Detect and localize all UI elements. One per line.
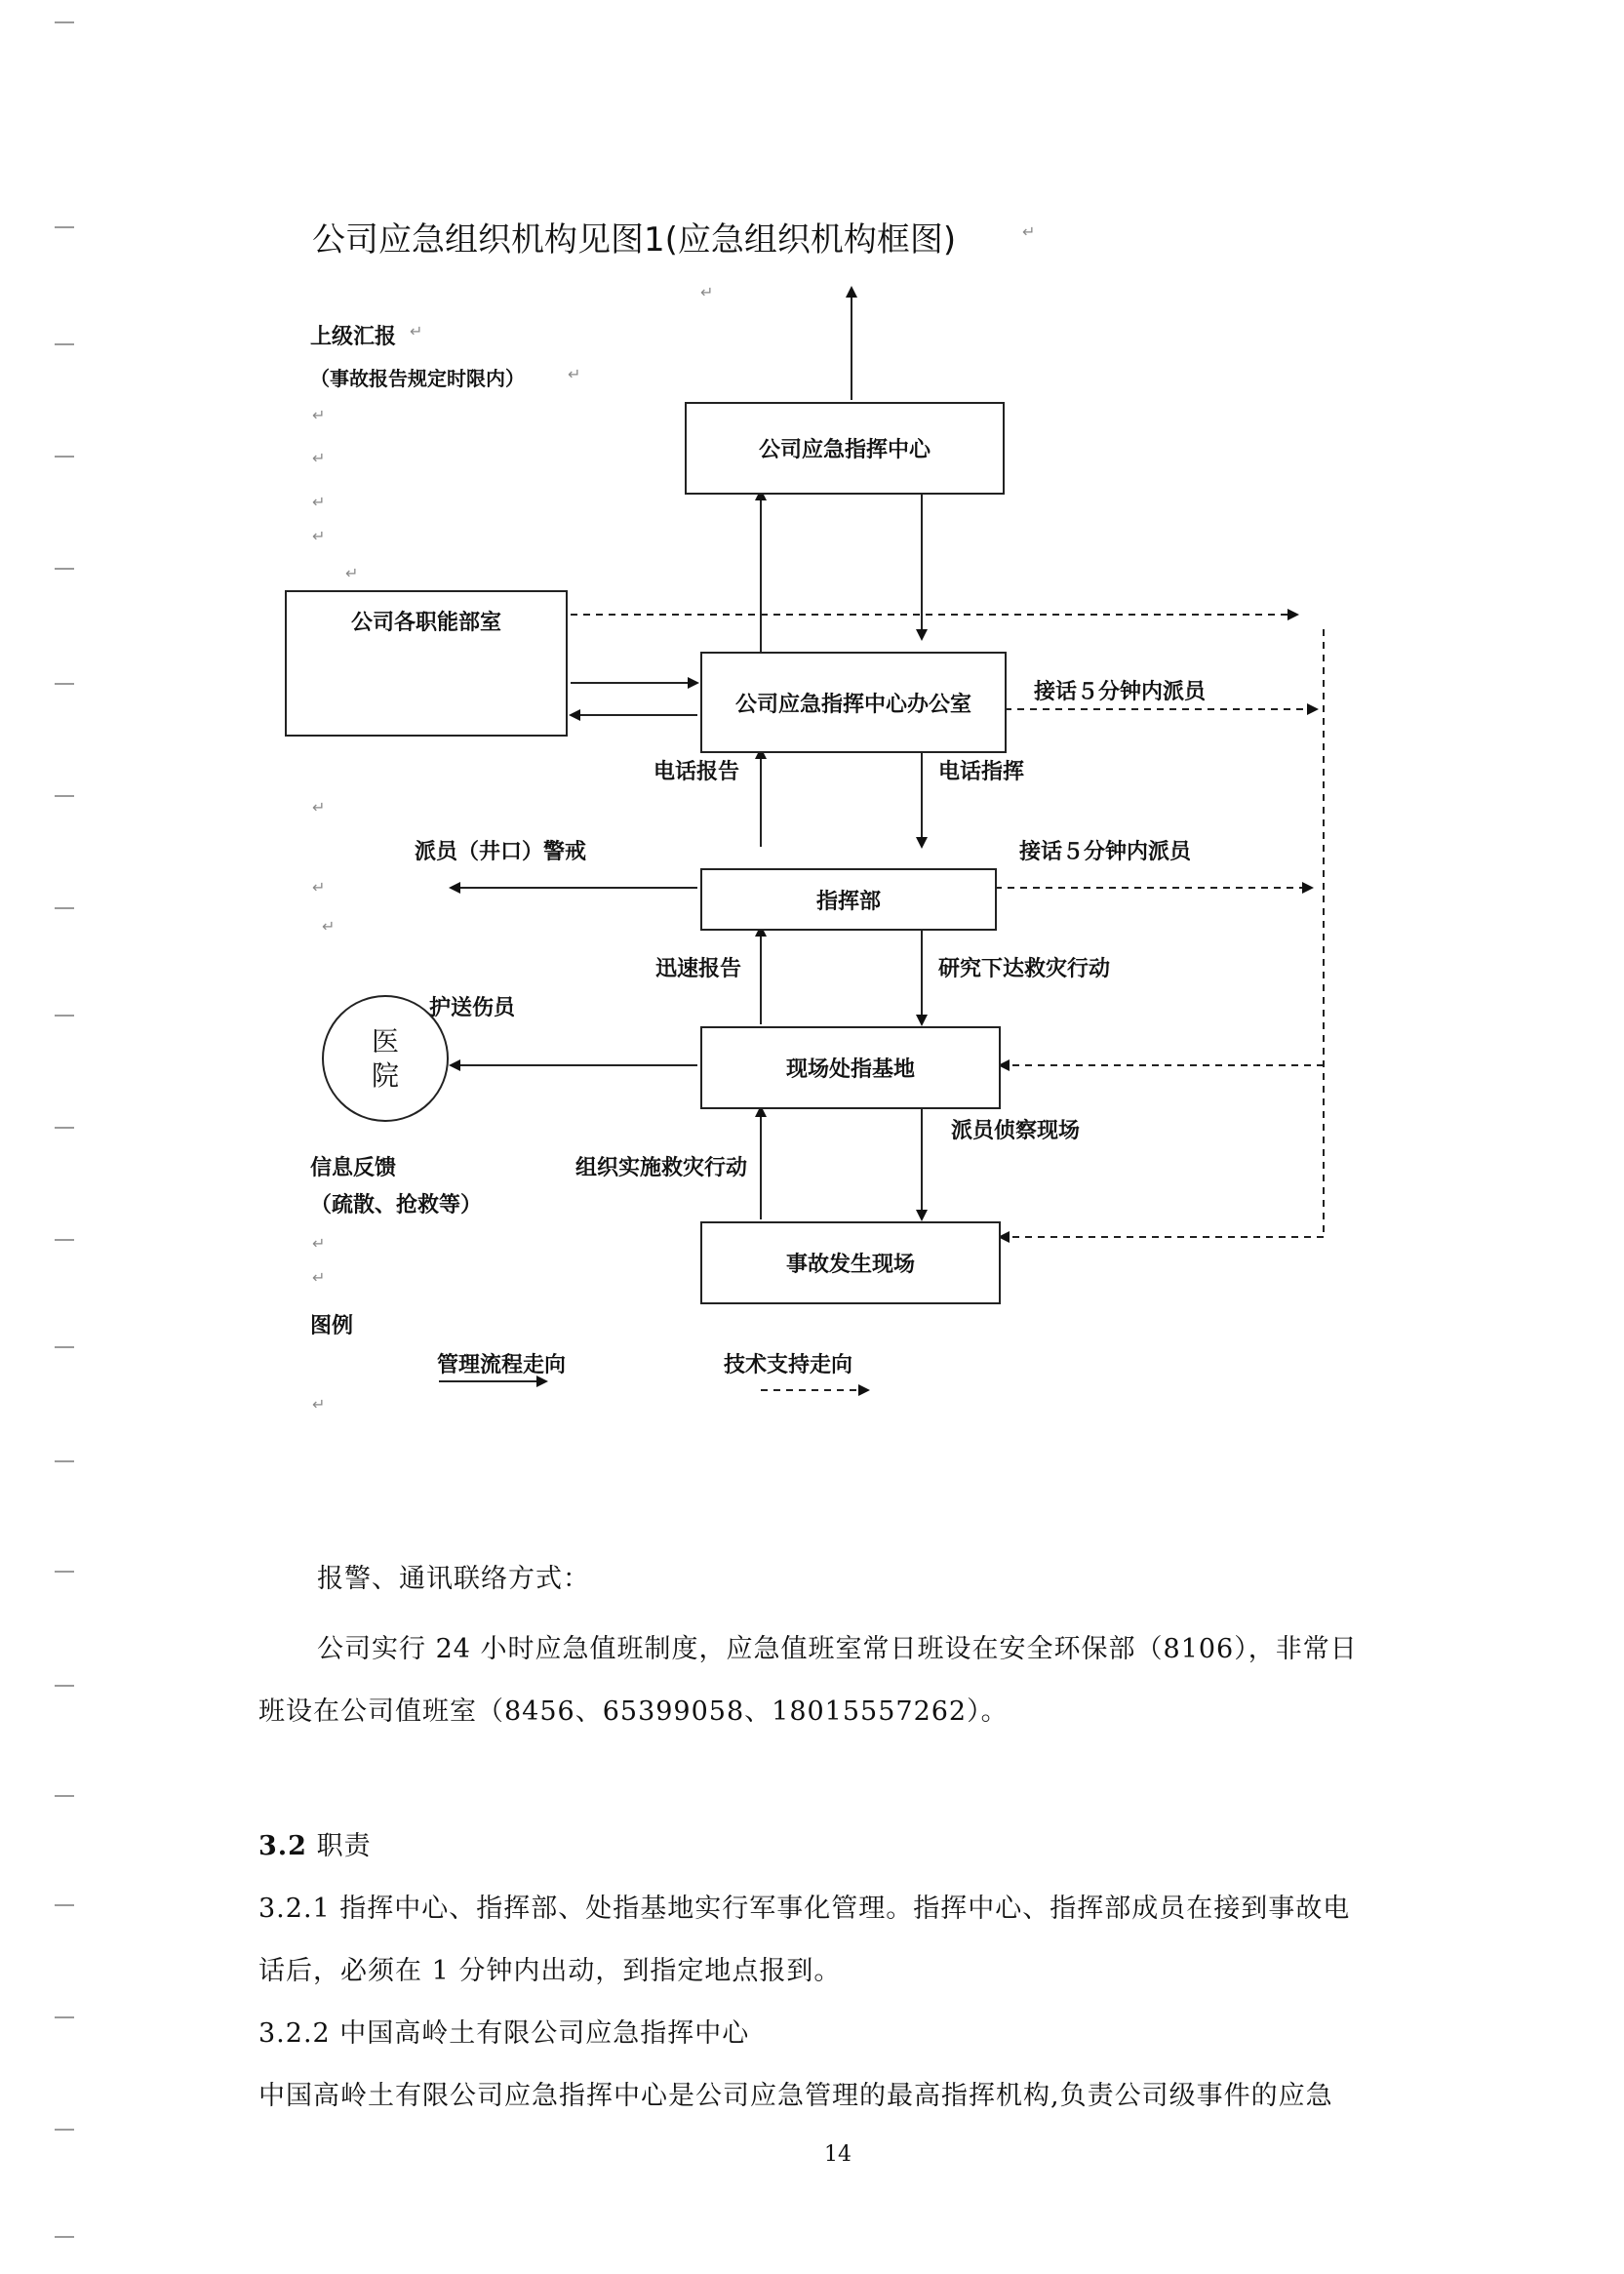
label-escort-injured: 护送伤员 — [429, 996, 516, 1020]
label-dispatch-5min-2: 接话５分钟内派员 — [1019, 840, 1192, 864]
box-command-center: 公司应急指挥中心 — [685, 402, 1005, 495]
paragraph-1-line-2: 班设在公司值班室（8456、65399058、18015557262）。 — [258, 1696, 1009, 1727]
legend-title: 图例 — [310, 1314, 354, 1338]
label-phone-command: 电话指挥 — [938, 760, 1025, 784]
figure-title: 公司应急组织机构见图1(应急组织机构框图) — [312, 220, 957, 259]
page-number: 14 — [824, 2142, 852, 2167]
box-command-office: 公司应急指挥中心办公室 — [700, 652, 1007, 753]
label-study-rescue: 研究下达救灾行动 — [938, 957, 1111, 981]
report-up-label: 上级汇报 — [310, 325, 397, 349]
label-organize-rescue: 组织实施救灾行动 — [575, 1156, 748, 1180]
section-number: 3.2 — [258, 1831, 307, 1861]
label-info-feedback: 信息反馈 — [310, 1156, 397, 1180]
label-dispatch-investigate: 派员侦察现场 — [951, 1119, 1081, 1143]
label-info-feedback-note: （疏散、抢救等） — [310, 1193, 483, 1217]
item-3-2-1-line-1: 3.2.1 指挥中心、指挥部、处指基地实行军事化管理。指挥中心、指挥部成员在接到事故电 — [258, 1894, 1351, 1924]
box-functional-departments: 公司各职能部室 — [285, 590, 568, 737]
hospital-label-1: 医 — [371, 1025, 399, 1057]
paragraph-1-line-1: 公司实行 24 小时应急值班制度，应急值班室常日班设在安全环保部（8106），非常日 — [317, 1634, 1358, 1664]
item-3-2-2: 3.2.2 中国高岭土有限公司应急指挥中心 — [258, 2018, 750, 2049]
hospital-label-2: 院 — [371, 1059, 399, 1092]
label-quick-report: 迅速报告 — [655, 957, 742, 981]
section-heading — [258, 1824, 372, 1862]
legend-technical-support: 技术支持走向 — [724, 1353, 853, 1377]
alarm-heading: 报警、通讯联络方式： — [317, 1564, 590, 1594]
section-title: 职责 — [316, 1831, 372, 1861]
label-dispatch-5min-1: 接话５分钟内派员 — [1034, 680, 1207, 704]
last-paragraph: 中国高岭土有限公司应急指挥中心是公司应急管理的最高指挥机构,负责公司级事件的应急 — [258, 2081, 1333, 2111]
report-up-note: （事故报告规定时限内） — [310, 367, 525, 390]
item-3-2-1-line-2: 话后，必须在 1 分钟内出动，到指定地点报到。 — [258, 1956, 842, 1986]
label-dispatch-alert: 派员（井口）警戒 — [415, 840, 587, 864]
box-accident-site: 事故发生现场 — [700, 1221, 1001, 1304]
label-phone-report: 电话报告 — [654, 760, 740, 784]
legend-management-flow: 管理流程走向 — [437, 1353, 567, 1377]
box-onsite-base: 现场处指基地 — [700, 1026, 1001, 1109]
box-command-department: 指挥部 — [700, 868, 997, 931]
